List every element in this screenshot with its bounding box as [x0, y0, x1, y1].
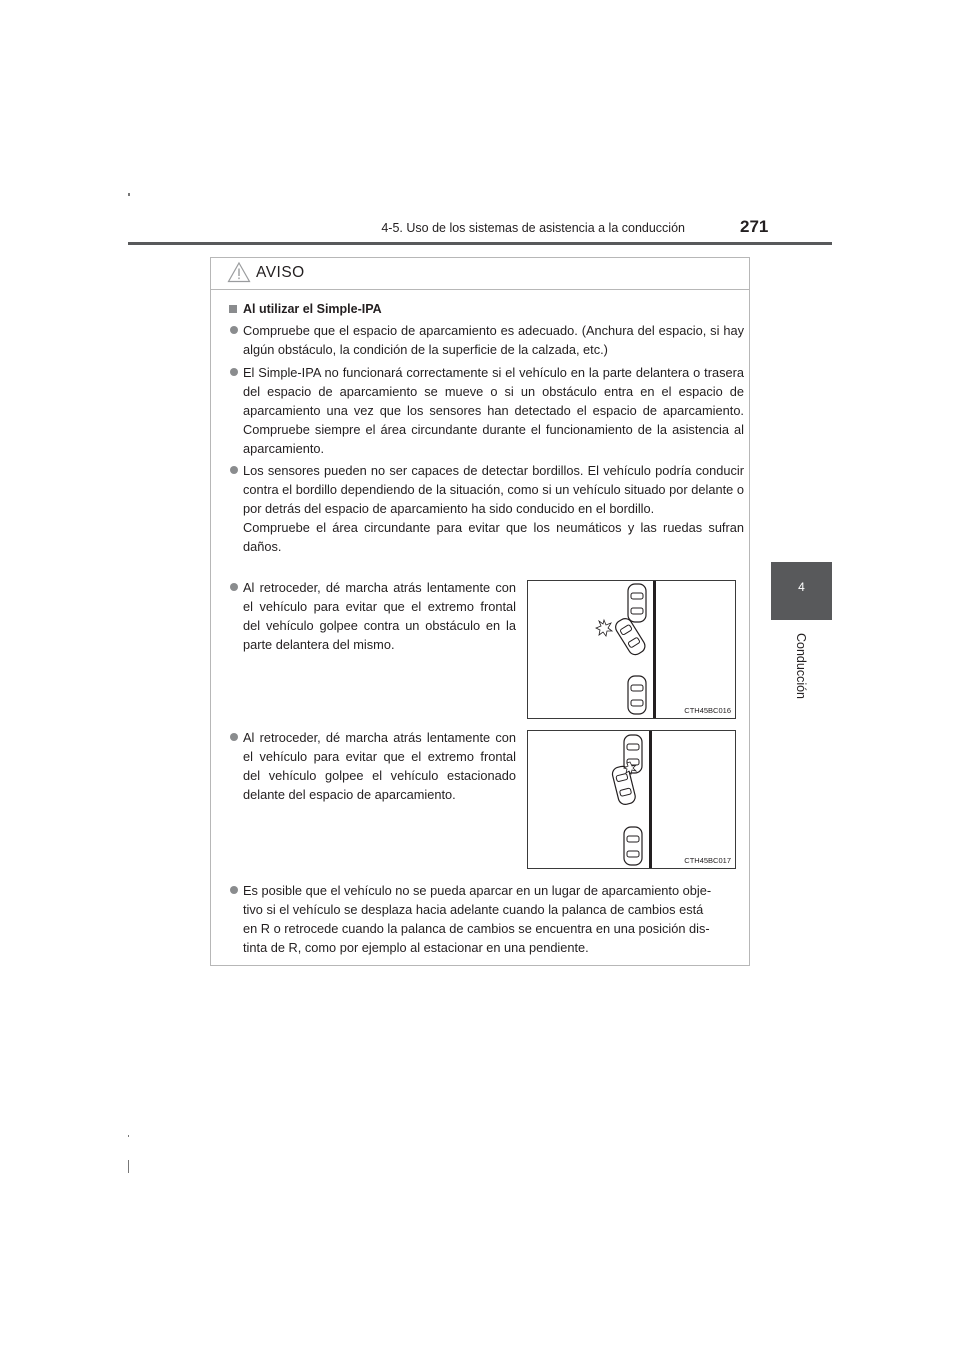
crop-mark [128, 193, 130, 196]
bullet-dot-icon [230, 733, 238, 741]
bullet-text: Al retroceder, dé marcha atrás lentamente con el vehículo para evitar que el extremo frontal del vehículo golpee el vehículo estacionado delante del espacio de aparcamiento. [243, 730, 516, 802]
parking-diagram [528, 731, 735, 868]
bullet-text: Compruebe que el espacio de aparcamiento es adecuado. (Anchura del espacio, si hay algún obstáculo, la condición de la superficie de la calzada, etc.) [243, 323, 744, 357]
figure-code: CTH45BC017 [684, 856, 731, 865]
warning-bullet [243, 461, 744, 556]
bullet-dot-icon [230, 326, 238, 334]
page-number: 271 [740, 217, 769, 236]
bullet-text: El Simple-IPA no funcionará correctamente si el vehículo en la parte delantera o trasera del espacio de aparcamiento se mueve o si un obstáculo entra en el espacio de aparcamiento una vez que los sensores han detectado el espacio de aparcamiento. Compruebe siempre el área circundante durante el funcionamiento de la asistencia al aparcamiento. [243, 365, 744, 456]
figure-obstacle-collision [527, 580, 736, 719]
reversing-car [613, 616, 648, 657]
bullet-dot-icon [230, 886, 238, 894]
warning-bullet [243, 728, 516, 804]
warning-box [210, 257, 750, 966]
bullet-text: Es posible que el vehículo no se pueda aparcar en un lugar de aparcamiento obje- tivo si el vehículo se desplaza hacia adelante cuando la palanca de cambios está en R o retrocede cuando la palanca de cambios se encuentra en una posición dis- tinta de R, como por ejemplo al estacionar en una pendiente. [243, 883, 712, 955]
warning-bullet [243, 578, 516, 654]
chapter-tab [771, 562, 832, 620]
parked-car-rear [624, 827, 642, 865]
warning-header [211, 258, 749, 290]
warning-label: AVISO [256, 264, 305, 281]
figure-code: CTH45BC016 [684, 706, 731, 715]
chapter-label: Conducción [794, 632, 808, 700]
bullet-dot-icon [230, 583, 238, 591]
figure-vehicle-collision [527, 730, 736, 869]
bullet-dot-icon [230, 368, 238, 376]
bullet-text: Al retroceder, dé marcha atrás lentamente con el vehículo para evitar que el extremo frontal del vehículo golpee contra un obstáculo en la parte delantera del mismo. [243, 580, 516, 652]
header-rule [128, 242, 832, 245]
crop-mark [128, 1135, 129, 1137]
parked-car-rear [628, 676, 646, 714]
warning-bullet [243, 363, 744, 458]
bullet-text: Los sensores pueden no ser capaces de detectar bordillos. El vehículo podría conducir contra el bordillo dependiendo de la situación, como si un vehículo situado por delante o por detrás del espacio de aparcamiento ha sido conducido en el bordillo. Compruebe el área circundante para evitar que los neumáticos y las ruedas sufran daños. [243, 463, 744, 554]
warning-bullet [243, 321, 744, 359]
collision-burst-icon [596, 620, 612, 636]
warning-triangle-icon [227, 261, 251, 283]
bullet-dot-icon [230, 466, 238, 474]
crop-mark [128, 1160, 129, 1173]
header-section-title: 4-5. Uso de los sistemas de asistencia a la conducción [381, 221, 685, 235]
warning-section-title [229, 302, 382, 316]
parking-diagram [528, 581, 735, 718]
parked-car-front [628, 584, 646, 622]
section-title-text: Al utilizar el Simple-IPA [243, 302, 382, 316]
square-bullet-icon [229, 305, 237, 313]
warning-bullet [243, 881, 744, 957]
chapter-number: 4 [798, 580, 805, 594]
